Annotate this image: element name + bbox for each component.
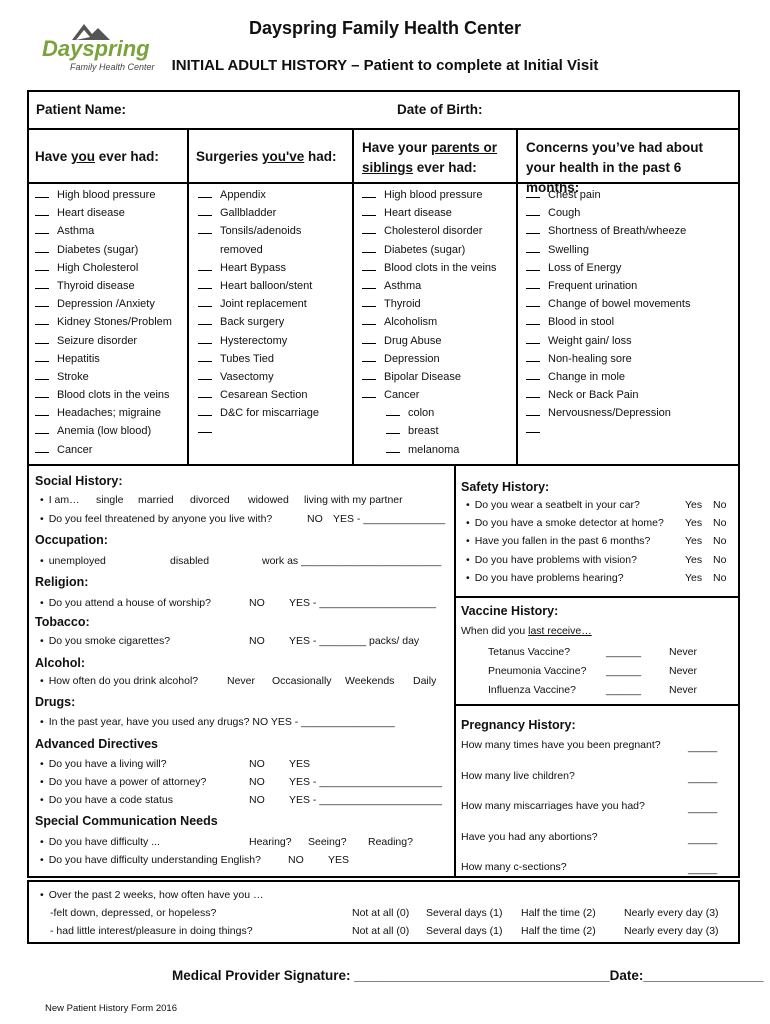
item-label: Diabetes (sugar)	[57, 243, 139, 256]
checkbox-blank[interactable]	[35, 333, 49, 344]
list-item[interactable]	[35, 241, 185, 259]
religion-yes: YES - ____________________	[289, 597, 437, 609]
checkbox-blank[interactable]	[362, 351, 376, 362]
checkbox-blank[interactable]	[526, 387, 540, 398]
social-q2-yes: YES - ______________	[333, 513, 446, 525]
vaccine-intro: When did you last receive…	[461, 625, 592, 637]
alcohol-weekends: Weekends	[345, 675, 395, 687]
phq-opt-3[interactable]: Nearly every day (3)	[624, 925, 719, 937]
checkbox-blank[interactable]	[526, 405, 540, 416]
list-item[interactable]	[526, 386, 736, 404]
col-surgeries-header: Surgeries you've had:	[196, 149, 337, 164]
list-item[interactable]	[362, 313, 514, 331]
safety-question: • Have you fallen in the past 6 months?	[466, 535, 650, 547]
item-label: colon	[408, 407, 435, 420]
list-item[interactable]	[362, 241, 514, 259]
list-subitem[interactable]	[362, 404, 514, 422]
phq-opt-3[interactable]: Nearly every day (3)	[624, 907, 719, 919]
item-label: Nervousness/Depression	[548, 407, 671, 420]
item-label: Depression /Anxiety	[57, 298, 155, 311]
list-item[interactable]	[526, 332, 736, 350]
list-item[interactable]	[526, 241, 736, 259]
checkbox-blank[interactable]	[35, 405, 49, 416]
list-item[interactable]	[198, 313, 350, 331]
special-reading: Reading?	[368, 836, 413, 848]
phq-question: - had little interest/pleasure in doing things?	[50, 925, 253, 937]
special-title: Special Communication Needs	[35, 814, 218, 828]
pregnancy-blank[interactable]: _____	[688, 741, 718, 753]
checkbox-blank[interactable]	[526, 333, 540, 344]
item-label: removed	[220, 243, 263, 256]
social-q2-no: NO	[307, 513, 323, 525]
checkbox-blank[interactable]	[35, 223, 49, 234]
extra-blank[interactable]	[198, 422, 350, 440]
phq-question: -felt down, depressed, or hopeless?	[50, 907, 217, 919]
safety-question: • Do you have a smoke detector at home?	[466, 517, 664, 529]
page-title: Dayspring Family Health Center	[248, 18, 522, 38]
advanced-q1: • Do you have a living will?	[40, 758, 167, 770]
item-label: Chest pain	[548, 189, 601, 201]
item-label: Heart disease	[384, 207, 452, 220]
vaccine-date-blank[interactable]: ______	[606, 646, 642, 658]
list-item[interactable]	[362, 277, 514, 295]
pregnancy-blank[interactable]: _____	[688, 832, 718, 845]
advanced-q2-no: NO	[249, 776, 265, 788]
checkbox-blank[interactable]	[35, 260, 49, 271]
list-item[interactable]	[35, 277, 185, 295]
list-item[interactable]	[362, 368, 514, 386]
item-label: Seizure disorder	[57, 334, 138, 347]
list-item[interactable]	[198, 186, 350, 204]
item-label: Asthma	[57, 225, 95, 238]
special-q2: • Do you have difficulty understanding English?	[40, 854, 261, 866]
item-label: Heart disease	[57, 207, 125, 220]
list-item[interactable]	[362, 222, 514, 240]
checkbox-blank[interactable]	[362, 260, 376, 271]
checkbox-blank[interactable]	[198, 296, 212, 307]
patient-name-label: Patient Name:	[36, 102, 127, 117]
phq-opt-1[interactable]: Several days (1)	[426, 907, 503, 919]
item-label: Cholesterol disorder	[384, 225, 483, 238]
item-label: Change in mole	[548, 370, 626, 383]
col-family-header: Have your parents or siblings ever had:	[362, 140, 498, 175]
yes-option[interactable]: Yes	[685, 517, 703, 530]
logo-subtext: Family Health Center	[70, 62, 155, 72]
pregnancy-question: How many live children?	[461, 769, 575, 782]
checkbox-blank[interactable]	[526, 242, 540, 253]
vaccine-name: Pneumonia Vaccine?	[488, 665, 587, 677]
phq-opt-1[interactable]: Several days (1)	[426, 925, 503, 937]
list-item[interactable]	[35, 313, 185, 331]
list-item[interactable]	[35, 350, 185, 368]
phq-opt-2[interactable]: Half the time (2)	[521, 925, 596, 937]
item-label: Stroke	[57, 370, 89, 383]
item-label: Swelling	[548, 243, 589, 256]
pregnancy-question: Have you had any abortions?	[461, 830, 598, 843]
list-item[interactable]	[198, 222, 350, 240]
checkbox-blank[interactable]	[362, 187, 376, 198]
advanced-q2-yes: YES - _____________________	[289, 776, 442, 788]
item-label: Thyroid disease	[57, 279, 135, 292]
checkbox-blank[interactable]	[198, 260, 212, 271]
list-item[interactable]	[35, 368, 185, 386]
item-label: Loss of Energy	[548, 261, 622, 274]
advanced-q3: • Do you have a code status	[40, 794, 173, 806]
list-item[interactable]	[35, 259, 185, 277]
advanced-title: Advanced Directives	[35, 737, 158, 751]
phq-opt-2[interactable]: Half the time (2)	[521, 907, 596, 919]
opt-unemployed: • unemployed	[40, 555, 106, 567]
special-q2-yes: YES	[328, 854, 350, 866]
opt-work-as: work as ________________________	[262, 555, 442, 567]
religion-no: NO	[249, 597, 265, 609]
extra-blank[interactable]	[526, 422, 736, 440]
list-item[interactable]	[198, 368, 350, 386]
list-item[interactable]	[526, 259, 736, 277]
checkbox-blank[interactable]	[362, 333, 376, 344]
pregnancy-blank[interactable]: _____	[688, 863, 718, 875]
item-label: High blood pressure	[57, 189, 156, 201]
list-subitem[interactable]	[362, 441, 514, 459]
checkbox-blank[interactable]	[386, 423, 400, 434]
list-item[interactable]	[198, 386, 350, 404]
checkbox-blank[interactable]	[526, 314, 540, 325]
dob-label: Date of Birth:	[397, 102, 483, 117]
alcohol-occasionally: Occasionally	[272, 675, 332, 687]
item-label: Thyroid	[384, 298, 421, 311]
checkbox-blank[interactable]	[362, 314, 376, 325]
item-label: Alcoholism	[384, 316, 438, 329]
opt-divorced: divorced	[190, 494, 230, 506]
advanced-q3-yes: YES - _____________________	[289, 794, 442, 806]
special-hearing: Hearing?	[249, 836, 292, 848]
tobacco-yes: YES - ________ packs/ day	[289, 635, 420, 647]
item-label: Bipolar Disease	[384, 370, 462, 383]
never-option[interactable]: Never	[669, 684, 698, 696]
safety-title: Safety History:	[461, 480, 550, 494]
vaccine-date-blank[interactable]: ______	[606, 665, 642, 677]
list-item[interactable]	[198, 277, 350, 295]
pregnancy-question: How many c-sections?	[461, 861, 567, 873]
list-item[interactable]	[35, 222, 185, 240]
item-label: Drug Abuse	[384, 334, 442, 347]
pregnancy-title: Pregnancy History:	[461, 718, 576, 732]
list-family	[362, 186, 514, 459]
list-item[interactable]	[35, 422, 185, 440]
no-option[interactable]: No	[713, 535, 727, 548]
item-label: Heart balloon/stent	[220, 279, 313, 292]
item-label: Hepatitis	[57, 352, 100, 365]
tobacco-title: Tobacco:	[35, 615, 90, 629]
list-item[interactable]	[198, 204, 350, 222]
list-item[interactable]	[526, 295, 736, 313]
item-label: Anemia (low blood)	[57, 425, 152, 438]
special-q2-no: NO	[288, 854, 304, 866]
checkbox-blank[interactable]	[35, 351, 49, 362]
list-item[interactable]	[198, 295, 350, 313]
list-item[interactable]	[35, 295, 185, 313]
pregnancy-question: How many times have you been pregnant?	[461, 739, 661, 751]
checkbox-blank[interactable]	[526, 351, 540, 362]
list-item[interactable]	[198, 332, 350, 350]
checkbox-blank[interactable]	[198, 387, 212, 398]
list-item[interactable]	[198, 259, 350, 277]
vaccine-title: Vaccine History:	[461, 604, 559, 618]
special-q1: • Do you have difficulty ...	[40, 836, 160, 848]
checkbox-blank[interactable]	[35, 187, 49, 198]
advanced-q1-yes: YES	[289, 758, 311, 770]
checkbox-blank[interactable]	[526, 260, 540, 271]
yes-option[interactable]: Yes	[685, 553, 703, 566]
checkbox-blank[interactable]	[35, 296, 49, 307]
special-seeing: Seeing?	[308, 836, 347, 848]
checkbox-blank[interactable]	[35, 423, 49, 434]
checkbox-blank[interactable]	[198, 205, 212, 216]
list-concerns	[526, 186, 736, 441]
item-label: Diabetes (sugar)	[384, 243, 466, 256]
list-item[interactable]	[362, 204, 514, 222]
drugs-title: Drugs:	[35, 695, 76, 709]
alcohol-q: • How often do you drink alcohol?	[40, 675, 198, 687]
safety-question: • Do you have problems hearing?	[466, 572, 624, 584]
list-item[interactable]	[526, 222, 736, 240]
checkbox-blank[interactable]	[35, 314, 49, 325]
list-surgeries	[198, 186, 350, 441]
item-label: Shortness of Breath/wheeze	[548, 225, 687, 238]
alcohol-title: Alcohol:	[35, 656, 85, 670]
tobacco-no: NO	[249, 635, 265, 647]
no-option[interactable]: No	[713, 499, 727, 511]
checkbox-blank[interactable]	[198, 351, 212, 362]
item-label: Back surgery	[220, 316, 285, 329]
item-label: Hysterectomy	[220, 334, 288, 347]
checkbox-blank[interactable]	[526, 296, 540, 307]
item-label: Tonsils/adenoids	[220, 225, 302, 238]
list-item[interactable]	[198, 350, 350, 368]
list-item[interactable]	[198, 404, 350, 422]
checkbox-blank[interactable]	[198, 333, 212, 344]
list-you	[35, 186, 185, 459]
opt-disabled: disabled	[170, 555, 210, 567]
advanced-q1-no: NO	[249, 758, 265, 770]
checkbox-blank[interactable]	[35, 205, 49, 216]
checkbox-blank[interactable]	[198, 405, 212, 416]
checkbox-blank[interactable]	[386, 405, 400, 416]
opt-partner: living with my partner	[304, 494, 403, 506]
no-option[interactable]: No	[713, 553, 727, 566]
list-item[interactable]	[362, 186, 514, 204]
list-item[interactable]	[362, 295, 514, 313]
alcohol-never: Never	[227, 675, 256, 687]
logo-text: Dayspring	[42, 36, 150, 61]
item-label: Vasectomy	[220, 370, 274, 383]
item-label: Asthma	[384, 279, 422, 292]
checkbox-blank[interactable]	[35, 387, 49, 398]
list-item[interactable]	[526, 313, 736, 331]
vaccine-name: Influenza Vaccine?	[488, 684, 576, 696]
opt-married: married	[138, 494, 174, 506]
no-option[interactable]: No	[713, 517, 727, 530]
yes-option[interactable]: Yes	[685, 571, 703, 584]
checkbox-blank[interactable]	[362, 278, 376, 289]
checkbox-blank[interactable]	[362, 387, 376, 398]
checkbox-blank[interactable]	[35, 242, 49, 253]
item-label: Headaches; migraine	[57, 407, 161, 420]
item-label: Cancer	[57, 443, 93, 456]
item-label: D&C for miscarriage	[220, 407, 320, 420]
col-concerns-header: Concerns you’ve had about your health in the past 6 months:	[526, 140, 704, 195]
alcohol-daily: Daily	[413, 675, 437, 687]
checkbox-blank[interactable]	[198, 223, 212, 234]
checkbox-blank[interactable]	[526, 223, 540, 234]
never-option[interactable]: Never	[669, 646, 698, 658]
opt-widowed: widowed	[248, 494, 289, 506]
pregnancy-question: How many miscarriages have you had?	[461, 800, 645, 812]
item-label: Depression	[384, 352, 440, 365]
list-item[interactable]	[526, 186, 736, 204]
occupation-title: Occupation:	[35, 533, 108, 547]
list-subitem[interactable]	[362, 422, 514, 440]
checkbox-blank[interactable]	[362, 369, 376, 380]
list-item[interactable]	[35, 186, 185, 204]
safety-question: • Do you wear a seatbelt in your car?	[466, 499, 640, 511]
item-label: Tubes Tied	[220, 352, 275, 365]
checkbox-blank[interactable]	[526, 422, 540, 433]
social-title: Social History:	[35, 474, 123, 488]
list-item[interactable]	[35, 386, 185, 404]
item-label: Neck or Back Pain	[548, 389, 639, 402]
item-label: Change of bowel movements	[548, 298, 691, 311]
checkbox-blank[interactable]	[35, 442, 49, 453]
social-q1: • I am…	[40, 494, 80, 506]
list-item[interactable]	[526, 368, 736, 386]
yes-option[interactable]: Yes	[685, 535, 703, 548]
phq-intro: • Over the past 2 weeks, how often have you …	[40, 889, 263, 901]
list-item[interactable]	[526, 204, 736, 222]
checkbox-blank[interactable]	[198, 314, 212, 325]
no-option[interactable]: No	[713, 571, 727, 584]
checkbox-blank[interactable]	[35, 278, 49, 289]
checkbox-blank[interactable]	[526, 187, 540, 198]
list-item[interactable]	[35, 441, 185, 459]
safety-question: • Do you have problems with vision?	[466, 554, 637, 566]
item-label: Kidney Stones/Problem	[57, 316, 172, 329]
yes-option[interactable]: Yes	[685, 499, 703, 511]
list-item[interactable]	[35, 404, 185, 422]
list-item[interactable]	[526, 277, 736, 295]
item-label: Heart Bypass	[220, 261, 287, 274]
list-item[interactable]	[35, 332, 185, 350]
checkbox-blank[interactable]	[35, 369, 49, 380]
checkbox-blank[interactable]	[362, 296, 376, 307]
never-option[interactable]: Never	[669, 665, 698, 677]
pregnancy-blank[interactable]: _____	[688, 802, 718, 814]
item-label: Non-healing sore	[548, 352, 632, 365]
signature-line[interactable]: Medical Provider Signature: __________________________________Date:________________	[172, 968, 764, 983]
list-item[interactable]	[362, 350, 514, 368]
list-item[interactable]	[526, 404, 736, 422]
phq-opt-0[interactable]: Not at all (0)	[352, 907, 410, 919]
item-label: High Cholesterol	[57, 261, 139, 274]
checkbox-blank[interactable]	[526, 205, 540, 216]
item-label: breast	[408, 425, 439, 438]
item-label: High blood pressure	[384, 189, 483, 201]
item-label: Cancer	[384, 389, 420, 402]
checkbox-blank[interactable]	[362, 223, 376, 234]
vaccine-name: Tetanus Vaccine?	[488, 646, 571, 658]
checkbox-blank[interactable]	[198, 369, 212, 380]
pregnancy-blank[interactable]: _____	[688, 771, 718, 784]
checkbox-blank[interactable]	[198, 187, 212, 198]
list-item[interactable]	[362, 259, 514, 277]
checkbox-blank[interactable]	[386, 442, 400, 453]
item-label: melanoma	[408, 443, 460, 456]
footer-text: New Patient History Form 2016	[45, 1003, 177, 1014]
item-label: Cough	[548, 207, 581, 220]
list-item[interactable]	[362, 332, 514, 350]
checkbox-blank[interactable]	[526, 369, 540, 380]
list-item	[198, 241, 350, 259]
social-q2: • Do you feel threatened by anyone you live with?	[40, 513, 272, 525]
page-subtitle: INITIAL ADULT HISTORY – Patient to complete at Initial Visit	[171, 57, 599, 74]
advanced-q2: • Do you have a power of attorney?	[40, 776, 206, 788]
item-label: Frequent urination	[548, 279, 638, 292]
religion-title: Religion:	[35, 575, 89, 589]
list-item[interactable]	[362, 386, 514, 404]
item-label: Appendix	[220, 189, 266, 201]
item-label: Blood clots in the veins	[57, 389, 170, 402]
religion-q: • Do you attend a house of worship?	[40, 597, 211, 609]
phq-opt-0[interactable]: Not at all (0)	[352, 925, 410, 937]
checkbox-blank[interactable]	[198, 422, 212, 433]
list-item[interactable]	[526, 350, 736, 368]
vaccine-date-blank[interactable]: ______	[606, 684, 642, 696]
item-label: Joint replacement	[220, 298, 307, 311]
col-you-header: Have you ever had:	[35, 149, 159, 164]
item-label: Gallbladder	[220, 207, 277, 220]
tobacco-q: • Do you smoke cigarettes?	[40, 635, 170, 647]
item-label: Weight gain/ loss	[548, 334, 632, 347]
list-item[interactable]	[35, 204, 185, 222]
checkbox-blank[interactable]	[362, 242, 376, 253]
opt-single: single	[96, 494, 124, 506]
item-label: Blood clots in the veins	[384, 261, 497, 274]
drugs-q: • In the past year, have you used any drugs? NO YES - ________________	[40, 716, 395, 728]
item-label: Cesarean Section	[220, 389, 308, 402]
checkbox-blank[interactable]	[526, 278, 540, 289]
checkbox-blank[interactable]	[362, 205, 376, 216]
advanced-q3-no: NO	[249, 794, 265, 806]
checkbox-blank[interactable]	[198, 278, 212, 289]
item-label: Blood in stool	[548, 316, 615, 329]
